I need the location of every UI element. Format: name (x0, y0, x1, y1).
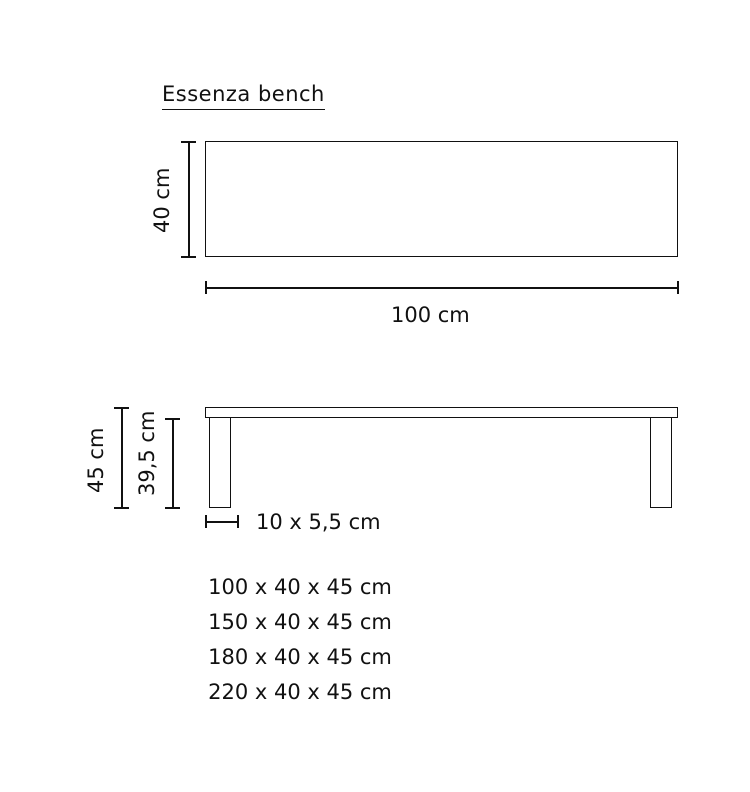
depth-dimension-line (188, 141, 190, 258)
size-option: 100 x 40 x 45 cm (208, 575, 392, 599)
side-view-leg-left (209, 418, 231, 508)
width-label: 100 cm (391, 303, 470, 327)
size-options-list (0, 570, 600, 710)
leg-height-dimension-line (172, 418, 174, 508)
depth-dimension-tick-bottom (181, 256, 196, 258)
total-height-tick-bottom (114, 507, 129, 509)
total-height-tick-top (114, 407, 129, 409)
leg-section-tick-left (205, 515, 207, 528)
depth-dimension-tick-top (181, 141, 196, 143)
leg-height-label: 39,5 cm (135, 410, 159, 496)
leg-height-tick-top (165, 418, 180, 420)
size-option: 180 x 40 x 45 cm (208, 645, 392, 669)
size-option: 220 x 40 x 45 cm (208, 680, 392, 704)
leg-section-label: 10 x 5,5 cm (256, 510, 381, 534)
total-height-dimension-line (121, 407, 123, 508)
side-view-leg-right (650, 418, 672, 508)
leg-section-tick-right (237, 515, 239, 528)
width-dimension-tick-right (677, 281, 679, 294)
top-view-outline (205, 141, 678, 257)
depth-label: 40 cm (150, 167, 174, 233)
size-option: 150 x 40 x 45 cm (208, 610, 392, 634)
total-height-label: 45 cm (84, 427, 108, 493)
width-dimension-tick-left (205, 281, 207, 294)
leg-height-tick-bottom (165, 507, 180, 509)
width-dimension-line (205, 287, 678, 289)
side-view-seat (205, 407, 678, 418)
page-title: Essenza bench (162, 82, 325, 110)
leg-section-dimension-line (205, 521, 238, 523)
